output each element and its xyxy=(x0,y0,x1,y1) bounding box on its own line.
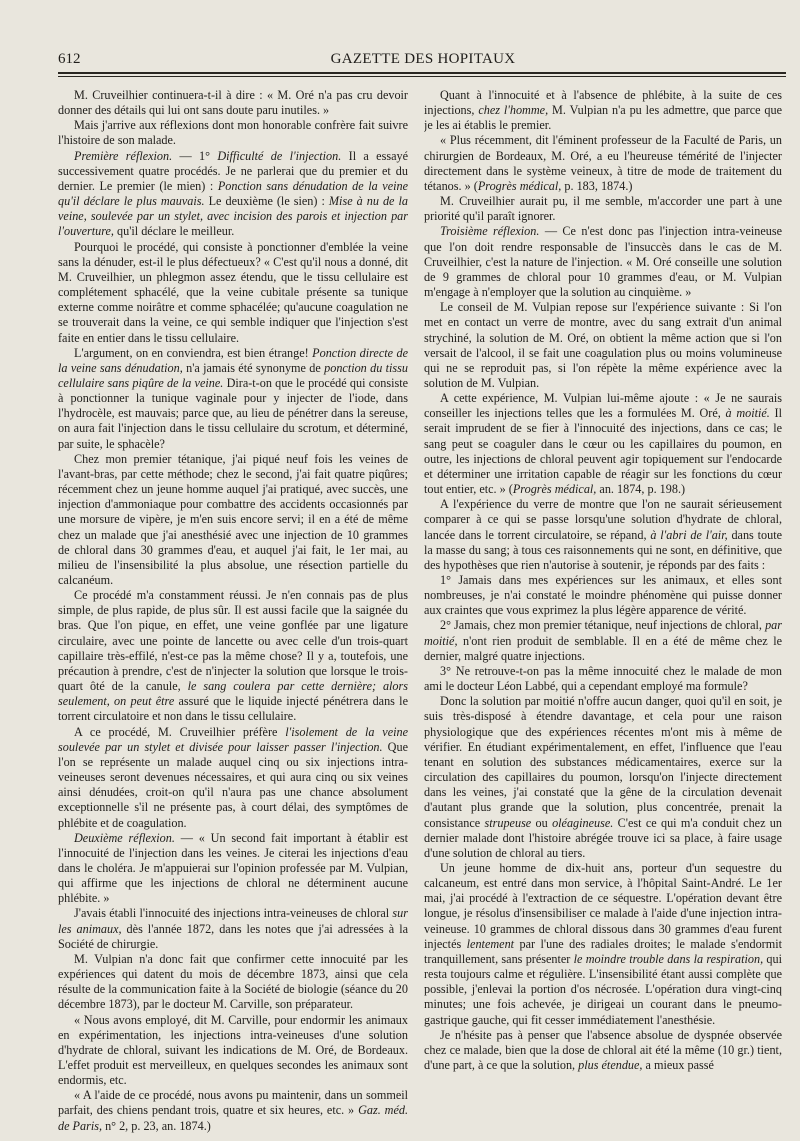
paragraph xyxy=(424,300,782,391)
italic-text: à moitié. xyxy=(725,406,770,421)
italic-text: Ponction sans dénudation de la veine qu'il déclare le plus mauvais. xyxy=(58,178,408,209)
text-run: Mais j'arrive aux réflexions dont mon honorable confrère fait suivre l'histoire de son malade. xyxy=(58,118,408,148)
text-run: — 1° xyxy=(172,148,218,163)
text-run: qui resta toujours calme et régulière. L'insensibilité étant aussi complète que possible, j'enlevai la portion d'os nécrosée. L'opération dura vingt-cinq minutes; une fois achevée, je dirigeai un courant dans le pneumo-gastrique gauche, qui fit cesser immédiatement l'anesthésie. xyxy=(424,951,782,1027)
paragraph xyxy=(58,588,408,724)
text-run: an. 1874, p. 198.) xyxy=(596,482,686,497)
text-run: Dira-t-on que le procédé qui consiste à ponctionner la tunique vaginale pour y injecter de l'iode, dans l'hydrocèle, est mauvais; parce que, au lieu de pénétrer dans la sereuse, on aura fait l'injection dans le tissu cellulaire du scrotum, et déterminé, par suite, le sphacèle? xyxy=(58,375,408,451)
text-run: par l'une des radiales droites; le malade s'endormit tranquillement, sans présenter xyxy=(424,936,782,966)
text-run: M. Vulpian n'a donc fait que confirmer cette innocuité par les expériences qui datent du mois de décembre 1873, ainsi que cela résulte de la communication faite à la Société de biologie (séance du 20 décembre 1873), par le docteur M. Carville, son préparateur. xyxy=(58,951,408,1012)
italic-text: ponction du tissu cellulaire sans piqûre de la veine. xyxy=(58,360,408,390)
text-run: L'argument, on en conviendra, est bien étrange! xyxy=(74,345,313,360)
text-run: Un jeune homme de dix-huit ans, porteur d'un sequestre du calcaneum, est entré dans mon service, à l'hôpital Saint-André. Le 1er mai, j'ai procédé à l'extraction de ce séquestre. L'opération devant être longue, je résolus d'insensibiliser ce malade à l'aide d'une injection intra-veineuse. 10 grammes de chloral dissous dans 30 grammes d'eau furent injectés xyxy=(424,860,782,951)
text-run: Le deuxième (le sien) : xyxy=(204,194,329,209)
italic-text: Deuxième réflexion. xyxy=(74,830,175,845)
text-run: assuré que le liquide injecté pénétrera dans le torrent circulatoire et non dans le tissu cellulaire. xyxy=(58,694,408,724)
paragraph xyxy=(424,694,782,861)
text-run: a mieux passé xyxy=(642,1058,714,1072)
paragraph xyxy=(424,618,782,663)
paragraph xyxy=(58,240,408,346)
paragraph xyxy=(424,391,782,497)
text-run: M. Cruveilhier continuera-t-il à dire : « M. Oré n'a pas cru devoir donner des détails qui lui ont sans doute paru inutiles. » xyxy=(58,88,408,118)
italic-text: Progrès médical, xyxy=(477,178,562,193)
paragraph xyxy=(424,88,782,133)
paragraph xyxy=(58,88,408,118)
italic-text: l'isolement de la veine soulevée par un stylet et divisée pour laisser passer l'injection. xyxy=(58,724,408,754)
paragraph xyxy=(424,224,782,300)
text-run: n'a jamais été synonyme de xyxy=(182,360,325,375)
paragraph xyxy=(58,452,408,588)
italic-text: chez l'homme, xyxy=(478,103,549,118)
text-run: Je n'hésite pas à penser que l'absence absolue de dyspnée observée chez ce malade, bien que la dose de chloral ait été la même (10 gr.) tient, d'une part, à ce que la solution, xyxy=(424,1027,782,1072)
left-column xyxy=(58,88,408,1133)
italic-text: Troisième réflexion. xyxy=(440,224,540,239)
paragraph xyxy=(58,118,408,148)
journal-title: GAZETTE DES HOPITAUX xyxy=(330,51,516,67)
paragraph xyxy=(58,1013,408,1089)
text-run: « A l'aide de ce procédé, nous avons pu maintenir, dans un sommeil parfait, des chiens pendant trois, quatre et six heures, etc. » xyxy=(58,1088,408,1118)
paragraph xyxy=(424,1028,782,1073)
text-run: 3° Ne retrouve-t-on pas la même innocuité chez le malade de mon ami le docteur Léon Labbé, qui a cependant employé ma formule? xyxy=(424,663,782,694)
italic-text: Gaz. méd. de Paris, xyxy=(58,1103,408,1133)
text-run: M. Vulpian n'a pu les admettre, que parce que je les ai établis le premier. xyxy=(424,103,782,133)
paragraph xyxy=(58,149,408,240)
text-run: Pourquoi le procédé, qui consiste à ponctionner d'emblée la veine sans la dénuder, est-il le plus défectueux? « C'est qu'il nous a donné, dit M. Cruveilhier, un phlegmon assez étendu, que le tissu cellulaire est complétement sphacélé, que la veine cubitale présente sa tunique externe comme noirâtre et comme sphacélée; qu'aucune coagulation ne se trouverait dans la veine, ce qui semble indiquer que l'injection s'est faite en entier dans le tissu cellulaire. xyxy=(58,239,408,345)
text-run: n'ont rien produit de semblable. Il en a été de même chez le dernier, malgré quatre injections. xyxy=(424,633,782,663)
text-run: n° 2, p. 23, an. 1874.) xyxy=(102,1118,211,1133)
paragraph xyxy=(58,952,408,1013)
text-run: Il a essayé successivement quatre procédés. Je ne parlerai que du premier et du dernier. Le premier (le mien) : xyxy=(58,148,408,193)
italic-text: à l'abri de l'air, xyxy=(650,527,728,542)
text-run: Que l'on se représente un malade auquel cinq ou six injections intra-veineuses seront devenues nécessaires, et qui aura cinq ou six veines ainsi dénudées, croit-on qu'il n'aura pas une chance absolument exceptionnelle s'il ne présente pas, à court délai, des symptômes de phlébite et de coagulation. xyxy=(58,739,408,830)
paragraph xyxy=(424,497,782,573)
text-run: « Plus récemment, dit l'éminent professeur de la Faculté de Paris, un chirurgien de Bordeaux, M. Oré, a eu l'heureuse témérité de l'injecter directement dans le système veineux, à titre de mode de traitement du tétanos. » ( xyxy=(424,133,782,193)
text-run: qu'il déclare le meilleur. xyxy=(113,224,235,239)
text-run: A cette expérience, M. Vulpian lui-même ajoute : « Je ne saurais conseiller les injections telles que les a formulées M. Oré, xyxy=(424,391,782,421)
italic-text: le sang coulera par cette dernière; alors seulement, on peut être xyxy=(58,679,408,709)
text-run: — « Un second fait important à établir est l'innocuité de l'injection dans les veines. Je citerai les injections d'eau dans le choléra. Je m'appuierai sur l'opinion professée par M. Vulpian, qui affirme que les injections de chloral ne déterminent aucune phlébite. » xyxy=(58,830,408,906)
text-run: dès l'année 1872, dans les notes que j'ai adressées à la Société de chirurgie. xyxy=(58,921,408,951)
text-run: A l'expérience du verre de montre que l'on ne saurait sérieusement comparer à ce qui se passe lorsqu'une solution d'hydrate de chloral, lancée dans le torrent circulatoire, se répand, xyxy=(424,497,782,542)
italic-text: Progrès médical, xyxy=(512,482,597,497)
text-run: M. Cruveilhier aurait pu, il me semble, m'accorder une part à une priorité qu'il paraît ignorer. xyxy=(424,194,782,224)
paragraph xyxy=(424,194,782,224)
text-run: p. 183, 1874.) xyxy=(561,178,633,193)
text-run: A ce procédé, M. Cruveilhier préfère xyxy=(74,724,286,739)
italic-text: le moindre trouble dans la respiration, xyxy=(573,951,764,966)
page-number: 612 xyxy=(58,51,81,67)
paragraph xyxy=(424,664,782,694)
text-run: dans toute la masse du sang; à tous ces raisonnements qui ne sont, en définitive, que des hypothèses que rien n'autorise à soutenir, je réponds par des faits : xyxy=(424,527,782,572)
italic-text: plus étendue, xyxy=(578,1058,643,1072)
text-run: « Nous avons employé, dit M. Carville, pour endormir les animaux en expérimentation, les injections intra-veineuses d'une solution d'hydrate de chloral, suivant les indications de M. Oré, de Bordeaux. L'effet produit est merveilleux, en quelques secondes les animaux sont endormis, etc. xyxy=(58,1012,408,1088)
paragraph xyxy=(58,1088,408,1133)
italic-text: Mise à nu de la veine, soulevée par un stylet, avec incision des parois et injection par l'ouverture, xyxy=(58,194,408,239)
italic-text: Ponction directe de la veine sans dénudation, xyxy=(58,345,408,375)
text-run: J'avais établi l'innocuité des injections intra-veineuses de chloral xyxy=(74,906,393,921)
text-run: Ce procédé m'a constamment réussi. Je n'en connais pas de plus simple, de plus rapide, de plus sûr. Il est aussi facile que la saignée du bras. Que l'on pique, en effet, une veine gonflée par une ligature circulaire, avec une pointe de lancette ou avec celle d'un trois-quart capillaire très-effilé, n'est-ce pas la même chose? Il y a, toutefois, une précaution à prendre, c'est de n'injecter la solution que lorsque le trois-quart ôté de la canule, xyxy=(58,588,408,694)
italic-text: par moitié, xyxy=(424,618,782,648)
paragraph xyxy=(424,573,782,618)
page-header xyxy=(58,49,788,71)
text-run: Donc la solution par moitié n'offre aucun danger, quoi qu'il en soit, je suis très-disposé à étendre davantage, et cela pour une raison physiologique que des expériences récentes m'ont mis à même de vérifier. En étudiant expérimentalement, en effet, l'influence que l'eau tenant en solution des substances médicamentaires, exerce sur la circulation des capillaires du poumon, lorsqu'on l'injecte directement dans les veines, j'ai constaté que la gêne de la circulation devenait d'autant plus grande que la solution, plus concentrée, prenait la consistance xyxy=(424,694,782,830)
text-run: C'est ce qui m'a conduit chez un dernier malade dont l'histoire abrégée trouve ici sa place, à faire usage d'une solution de chloral au tiers. xyxy=(424,815,782,860)
italic-text: Première réflexion. xyxy=(74,148,173,163)
text-run: Il serait imprudent de se fier à l'innocuité des injections, dans ce cas; le sang peut se coaguler dans le cœur ou les capillaires du poumon, en outre, les injections de chloral peuvent agir topiquement sur l'endocarde et déterminer une irritation capable de réagir sur les fonctions du cœur tout entier, etc. » ( xyxy=(424,406,782,497)
text-run: Quant à l'innocuité et à l'absence de phlébite, à la suite de ces injections, xyxy=(424,88,782,118)
italic-text: oléagineuse. xyxy=(552,815,614,830)
italic-text: lentement xyxy=(466,936,515,951)
paragraph xyxy=(58,906,408,951)
text-run: Chez mon premier tétanique, j'ai piqué neuf fois les veines de l'avant-bras, par cette méthode; chez le second, j'ai fait quatre piqûres; récemment chez un jeune homme auquel j'ai pratiqué, avec succès, une injection d'ammoniaque pour combattre des accidents occasionnés par une morsure de vipère, je m'en suis encore servi; il en a été de même chez un malade que j'ai anesthésié avec une injection de 10 grammes de chloral dans 30 grammes d'eau, et auquel j'ai fait, le 1er mai, au milieu de l'insensibilité la plus absolue, une résection partielle du calcanéum. xyxy=(58,451,408,587)
paragraph xyxy=(58,346,408,452)
text-run: — Ce n'est donc pas l'injection intra-veineuse que l'on doit rendre responsable de l'insuccès dans le cas de M. Cruveilhier, c'est la nature de l'injection. « M. Oré conseille une solution de 9 grammes de chloral pour 10 grammes d'eau, or M. Vulpian m'engage à n'employer que la solution au cinquième. » xyxy=(424,224,782,300)
header-rule-thin xyxy=(58,76,786,77)
header-rule-thick xyxy=(58,72,786,74)
italic-text: strupeuse xyxy=(484,815,532,830)
paragraph xyxy=(424,133,782,194)
text-run: 2° Jamais, chez mon premier tétanique, neuf injections de chloral, xyxy=(440,618,766,633)
paragraph xyxy=(424,861,782,1028)
text-run: ou xyxy=(531,815,553,830)
text-run: 1° Jamais dans mes expériences sur les animaux, et elles sont nombreuses, je n'ai constaté le moindre phénomène qui puisse donner aux craintes que vous exprimez la plus légère apparence de vérité. xyxy=(424,573,782,618)
paragraph xyxy=(58,831,408,907)
italic-text: sur les animaux, xyxy=(58,906,408,936)
text-run: Le conseil de M. Vulpian repose sur l'expérience suivante : Si l'on met en contact un verre de montre, avec du sang extrait d'un animal strychiné, la solution de M. Oré, on obtient la même action que si l'on versait de l'alcool, il se fait une coagulation plus ou moins volumineuse qui ne se reproduit pas, si l'on répète la même expérience avec la solution de M. Vulpian. xyxy=(424,300,782,390)
right-column xyxy=(424,88,782,1133)
italic-text: Difficulté de l'injection. xyxy=(217,148,342,163)
paragraph xyxy=(58,725,408,831)
